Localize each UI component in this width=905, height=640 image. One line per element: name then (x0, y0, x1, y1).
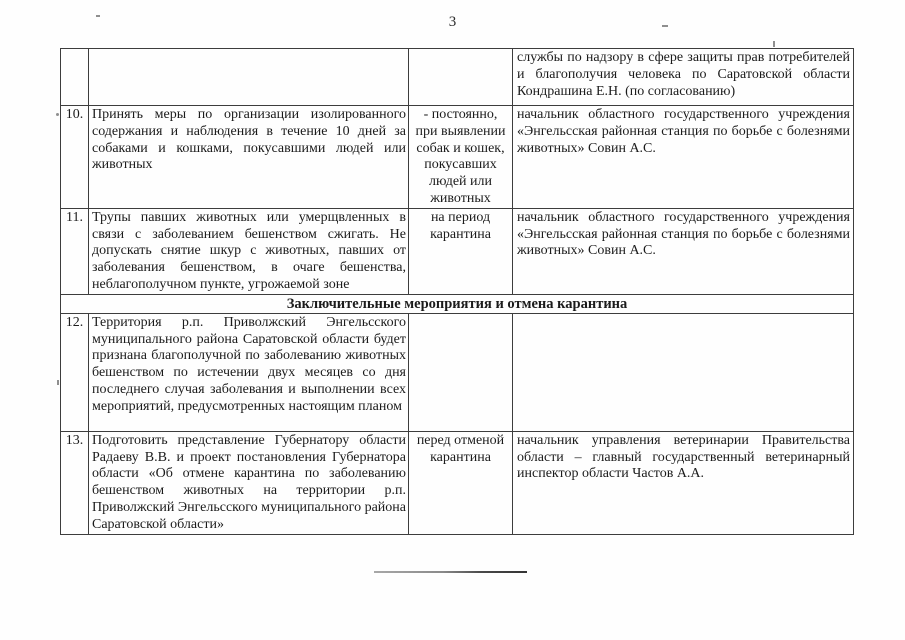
section-header: Заключительные мероприятия и отмена карантина (61, 294, 854, 313)
scan-speck (56, 113, 59, 116)
table-row-carryover (61, 49, 854, 106)
table-row-11 (61, 208, 854, 294)
timing-cell (409, 313, 513, 431)
responsible-cell (513, 313, 854, 431)
table-row-12 (61, 313, 854, 431)
scan-speck (57, 380, 59, 385)
scan-speck (662, 25, 668, 27)
page-number: 3 (448, 14, 457, 30)
responsible-cell: начальник областного государственного учреждения «Энгельсская районная станция по борьбе с болезнями животных» Совин А.С. (513, 208, 854, 294)
measures-table (60, 48, 854, 535)
footnote-rule (374, 571, 527, 573)
scan-speck (773, 41, 775, 47)
row-number-cell: 12. (61, 313, 89, 431)
table-row-10 (61, 106, 854, 209)
measure-cell (89, 49, 409, 106)
table-row-13 (61, 431, 854, 534)
scan-speck (96, 15, 100, 17)
timing-cell (409, 49, 513, 106)
measure-cell: Подготовить представление Губернатору области Радаеву В.В. и проект постановления Губернатора области «Об отмене карантина по заболеванию бешенством животных на территории р.п. Приволжский Энгельсского муниципального района Саратовской области» (89, 431, 409, 534)
section-header-row (61, 294, 854, 313)
measure-cell: Территория р.п. Приволжский Энгельсского муниципального района Саратовской области будет признана благополучной по заболеванию животных бешенством по истечении двух месяцев со дня последнего случая заболевания и выполнении всех мероприятий, предусмотренных настоящим планом (89, 313, 409, 431)
row-number-cell: 10. (61, 106, 89, 209)
responsible-cell: службы по надзору в сфере защиты прав потребителей и благополучия человека по Саратовской области Кондрашина Е.Н. (по согласованию) (513, 49, 854, 106)
timing-cell: перед отменой карантина (409, 431, 513, 534)
row-number-cell: 11. (61, 208, 89, 294)
row-number-cell: 13. (61, 431, 89, 534)
row-number-cell (61, 49, 89, 106)
timing-cell: на период карантина (409, 208, 513, 294)
responsible-cell: начальник управления ветеринарии Правительства области – главный государственный ветеринарный инспектор области Частов А.А. (513, 431, 854, 534)
responsible-cell: начальник областного государственного учреждения «Энгельсская районная станция по борьбе с болезнями животных» Совин А.С. (513, 106, 854, 209)
timing-cell: - постоянно, при выявлении собак и кошек, покусавших людей или животных (409, 106, 513, 209)
measure-cell: Принять меры по организации изолированного содержания и наблюдения в течение 10 дней за собаками и кошками, покусавшими людей или животных (89, 106, 409, 209)
measure-cell: Трупы павших животных или умерщвленных в связи с заболеванием бешенством сжигать. Не допускать снятие шкур с животных, павших от заболевания бешенством, в очаге бешенства, неблагополучном пункте, угрожаемой зоне (89, 208, 409, 294)
